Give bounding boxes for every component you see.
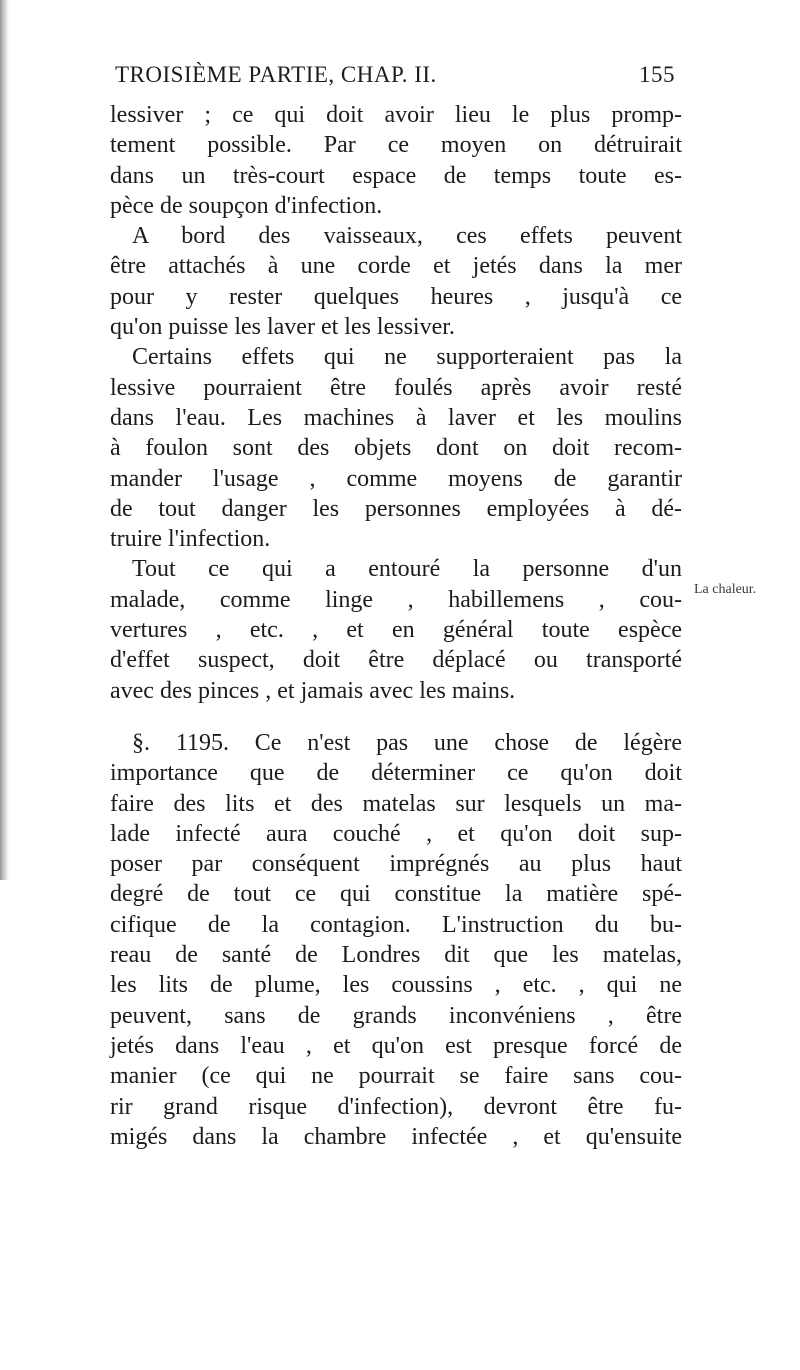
text-line: être attachés à une corde et jetés dans la mer — [110, 253, 682, 280]
binding-shadow — [0, 0, 9, 880]
text-line: pèce de soupçon d'infection. — [110, 192, 383, 219]
text-line: lessiver ; ce qui doit avoir lieu le plus promp- — [110, 102, 682, 128]
text-line: truire l'infection. — [110, 526, 271, 553]
text-line: degré de tout ce qui constitue la matière spé- — [110, 881, 682, 908]
text-line: lade infecté aura couché , et qu'on doit sup- — [110, 820, 682, 847]
text-line: Certains effets qui ne supporteraient pas la — [132, 344, 682, 371]
text-line: vertures , etc. , et en général toute espèce — [110, 617, 682, 644]
running-head — [115, 62, 675, 92]
paragraph — [110, 554, 682, 705]
text-line: dans l'eau. Les machines à laver et les moulins — [110, 404, 682, 431]
paragraph — [110, 728, 682, 1152]
paragraph — [110, 100, 682, 221]
paragraph — [110, 342, 682, 554]
text-line: dans un très-court espace de temps toute es- — [110, 162, 682, 189]
text-line: A bord des vaisseaux, ces effets peuvent — [132, 223, 682, 250]
text-line: Tout ce qui a entouré la personne d'un — [132, 556, 682, 583]
text-line: migés dans la chambre infectée , et qu'ensuite — [110, 1123, 682, 1150]
text-line: tement possible. Par ce moyen on détruirait — [110, 132, 682, 159]
text-line: manier (ce qui ne pourrait se faire sans cou- — [110, 1063, 682, 1090]
page-number: 155 — [639, 62, 675, 87]
text-line: rir grand risque d'infection), devront être fu- — [110, 1093, 682, 1120]
marginal-note: La chaleur. — [694, 582, 757, 597]
text-line: mander l'usage , comme moyens de garantir — [110, 465, 682, 492]
text-line: à foulon sont des objets dont on doit recom- — [110, 435, 682, 462]
text-line: d'effet suspect, doit être déplacé ou transporté — [110, 647, 682, 674]
text-line: §. 1195. Ce n'est pas une chose de légère — [132, 729, 682, 756]
section-gap — [110, 706, 682, 728]
text-line: qu'on puisse les laver et les lessiver. — [110, 314, 455, 341]
body-text — [110, 100, 682, 1152]
paragraph — [110, 221, 682, 342]
text-line: faire des lits et des matelas sur lesquels un ma- — [110, 790, 682, 817]
text-line: de tout danger les personnes employées à dé- — [110, 495, 682, 522]
text-line: cifique de la contagion. L'instruction du bu- — [110, 911, 682, 938]
text-line: les lits de plume, les coussins , etc. , qui ne — [110, 972, 682, 999]
text-line: pour y rester quelques heures , jusqu'à ce — [110, 283, 682, 310]
text-line: importance que de déterminer ce qu'on doit — [110, 760, 682, 787]
text-line: avec des pinces , et jamais avec les mains. — [110, 677, 516, 704]
text-line: lessive pourraient être foulés après avoir resté — [110, 374, 682, 401]
text-line: poser par conséquent imprégnés au plus haut — [110, 851, 682, 878]
text-line: malade, comme linge , habillemens , cou- — [110, 586, 682, 613]
running-head-title: TROISIÈME PARTIE, CHAP. II. — [115, 62, 437, 87]
text-line: jetés dans l'eau , et qu'on est presque forcé de — [110, 1032, 682, 1059]
text-line: peuvent, sans de grands inconvéniens , être — [110, 1002, 682, 1029]
text-line: reau de santé de Londres dit que les matelas, — [110, 942, 682, 969]
